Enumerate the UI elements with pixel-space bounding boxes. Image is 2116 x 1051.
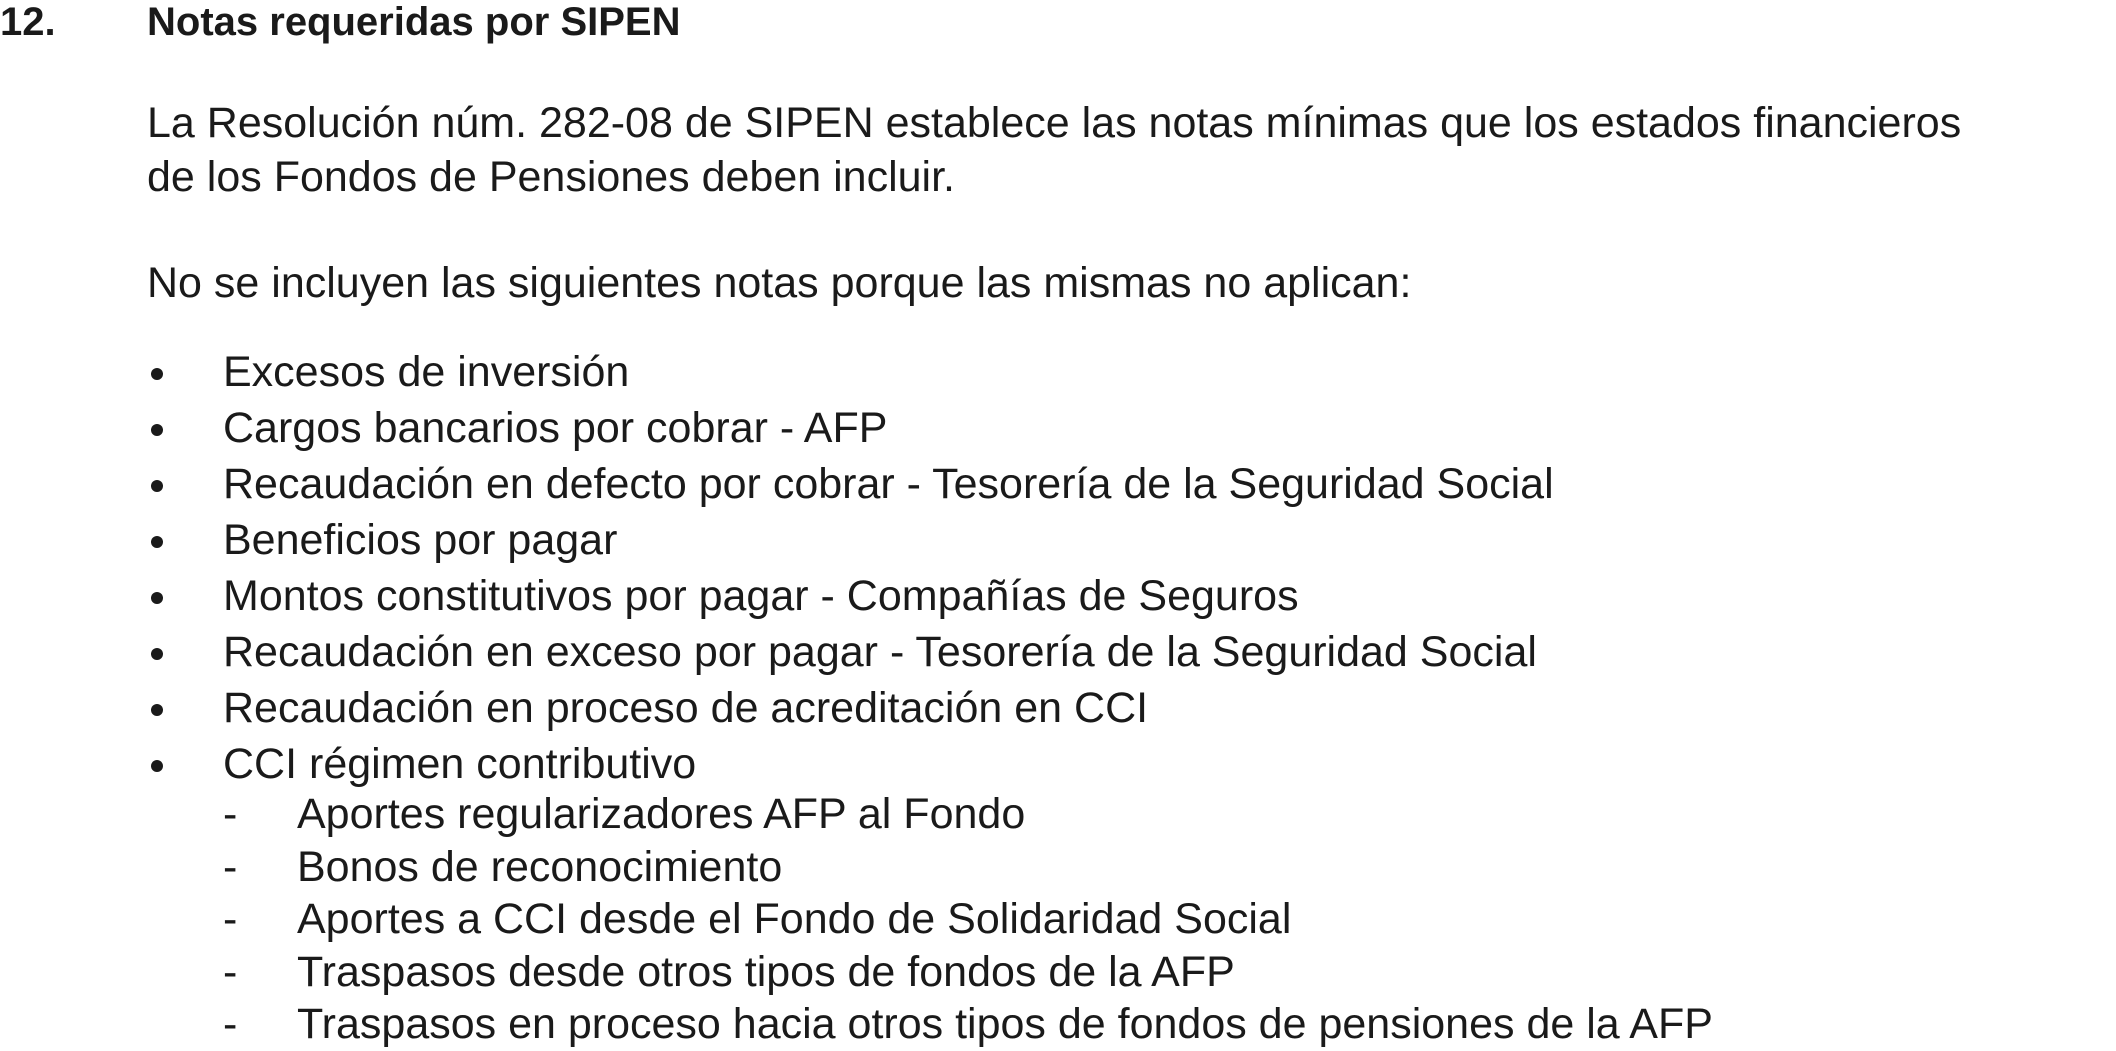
dash-marker: - [223,947,238,996]
section-number: 12. [0,0,56,44]
dash-marker: - [223,895,238,943]
sub-list-item-text: Aportes regularizadores AFP al Fondo [297,790,1026,838]
sub-list-item-text: Traspasos desde otros tipos de fondos de la AFP [297,947,1235,996]
section-title: Notas requeridas por SIPEN [147,0,681,44]
bullet-icon [151,704,163,716]
lead-paragraph: No se incluyen las siguientes notas porque las mismas no aplican: [147,259,1412,307]
list-item-text: Recaudación en proceso de acreditación en CCI [223,684,1149,732]
list-item-text: Montos constitutivos por pagar - Compañías de Seguros [223,572,1299,620]
bullet-icon [151,760,163,772]
bullet-icon [151,536,163,548]
bullet-icon [151,648,163,660]
list-item-text: CCI régimen contributivo [223,740,697,788]
bullet-icon [151,592,163,604]
sub-list-item-text: Traspasos en proceso hacia otros tipos de fondos de pensiones de la AFP [297,1000,1713,1048]
dash-marker: - [223,790,238,838]
sub-list-item-text: Aportes a CCI desde el Fondo de Solidaridad Social [297,895,1292,943]
intro-paragraph [147,96,1961,204]
list-item-text: Beneficios por pagar [223,516,618,564]
list-item-text: Recaudación en defecto por cobrar - Tesorería de la Seguridad Social [223,460,1554,508]
list-item-text: Recaudación en exceso por pagar - Tesorería de la Seguridad Social [223,628,1537,676]
bullet-icon [151,480,163,492]
bullet-icon [151,424,163,436]
intro-line-1: La Resolución núm. 282-08 de SIPEN establece las notas mínimas que los estados financieros [147,99,1962,147]
bullet-icon [151,368,163,380]
sub-list-item-text: Bonos de reconocimiento [297,842,783,891]
list-item-text: Excesos de inversión [223,348,630,396]
dash-marker: - [223,1000,238,1048]
dash-marker: - [223,842,238,891]
list-item-text: Cargos bancarios por cobrar - AFP [223,404,888,452]
intro-line-2: de los Fondos de Pensiones deben incluir. [147,153,955,201]
